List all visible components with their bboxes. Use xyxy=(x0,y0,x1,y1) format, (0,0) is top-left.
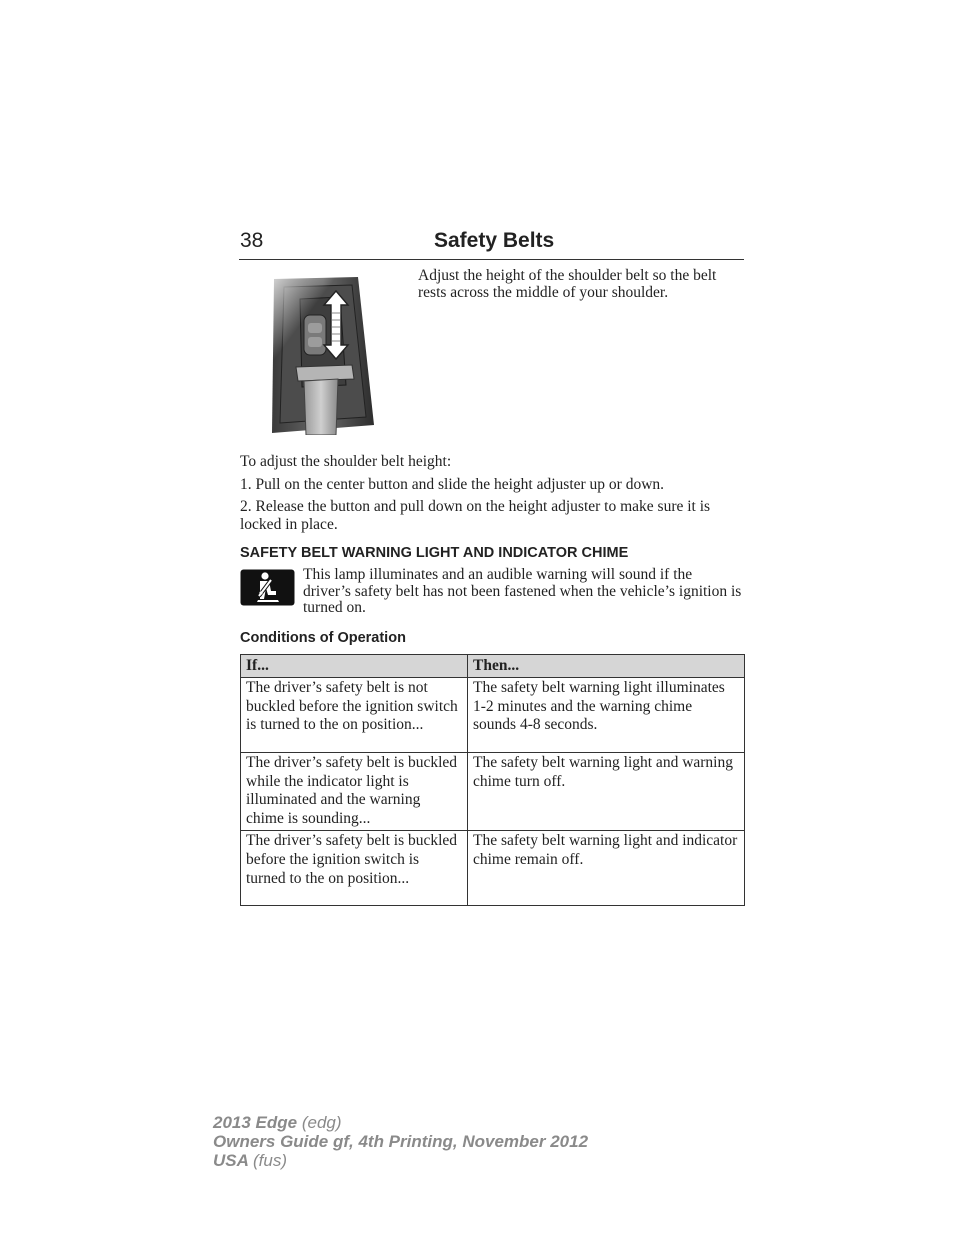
instruction-step-2: 2. Release the button and pull down on the height adjuster to make sure it is locked in place. xyxy=(240,498,711,533)
footer-guide-line: Owners Guide gf, 4th Printing, November 2012 xyxy=(213,1132,589,1151)
condition-then-cell: The safety belt warning light and warning chime turn off. xyxy=(468,752,745,830)
instruction-step-1: 1. Pull on the center button and slide the height adjuster up or down. xyxy=(240,476,665,493)
section-title: Safety Belts xyxy=(434,229,555,252)
footer-market-line xyxy=(213,1151,287,1170)
instructions-lead: To adjust the shoulder belt height: xyxy=(240,453,452,470)
table-header-row xyxy=(241,655,745,678)
page-number: 38 xyxy=(240,229,264,252)
conditions-heading: Conditions of Operation xyxy=(240,630,406,646)
column-header-if: If... xyxy=(241,655,468,678)
condition-then-cell: The safety belt warning light illuminates 1-2 minutes and the warning chime sounds 4-8 seconds. xyxy=(468,677,745,752)
table-row xyxy=(241,830,745,905)
conditions-table xyxy=(240,654,745,906)
condition-if-cell: The driver’s safety belt is buckled before the ignition switch is turned to the on position... xyxy=(241,830,468,905)
warning-heading: SAFETY BELT WARNING LIGHT AND INDICATOR CHIME xyxy=(240,545,629,561)
header-rule xyxy=(239,259,744,260)
footer-model-line xyxy=(213,1113,342,1132)
column-header-then: Then... xyxy=(468,655,745,678)
intro-text: Adjust the height of the shoulder belt so the belt rests across the middle of your shoulder. xyxy=(418,267,717,301)
footer-model-code: (edg) xyxy=(301,1113,342,1132)
warning-text: This lamp illuminates and an audible warning will sound if the driver’s safety belt has not been fastened when the vehicle’s ignition is turned on. xyxy=(303,566,742,617)
condition-then-cell: The safety belt warning light and indicator chime remain off. xyxy=(468,830,745,905)
footer-model: 2013 Edge xyxy=(213,1113,298,1132)
condition-if-cell: The driver’s safety belt is buckled while the indicator light is illuminated and the warning chime is sounding... xyxy=(241,752,468,830)
footer-market-code: (fus) xyxy=(253,1151,287,1170)
table-row xyxy=(241,677,745,752)
condition-if-cell: The driver’s safety belt is not buckled before the ignition switch is turned to the on position... xyxy=(241,677,468,752)
seatbelt-warning-icon xyxy=(240,569,295,606)
footer-market: USA xyxy=(213,1151,249,1170)
table-row xyxy=(241,752,745,830)
shoulder-belt-height-adjuster-illustration xyxy=(266,275,386,435)
